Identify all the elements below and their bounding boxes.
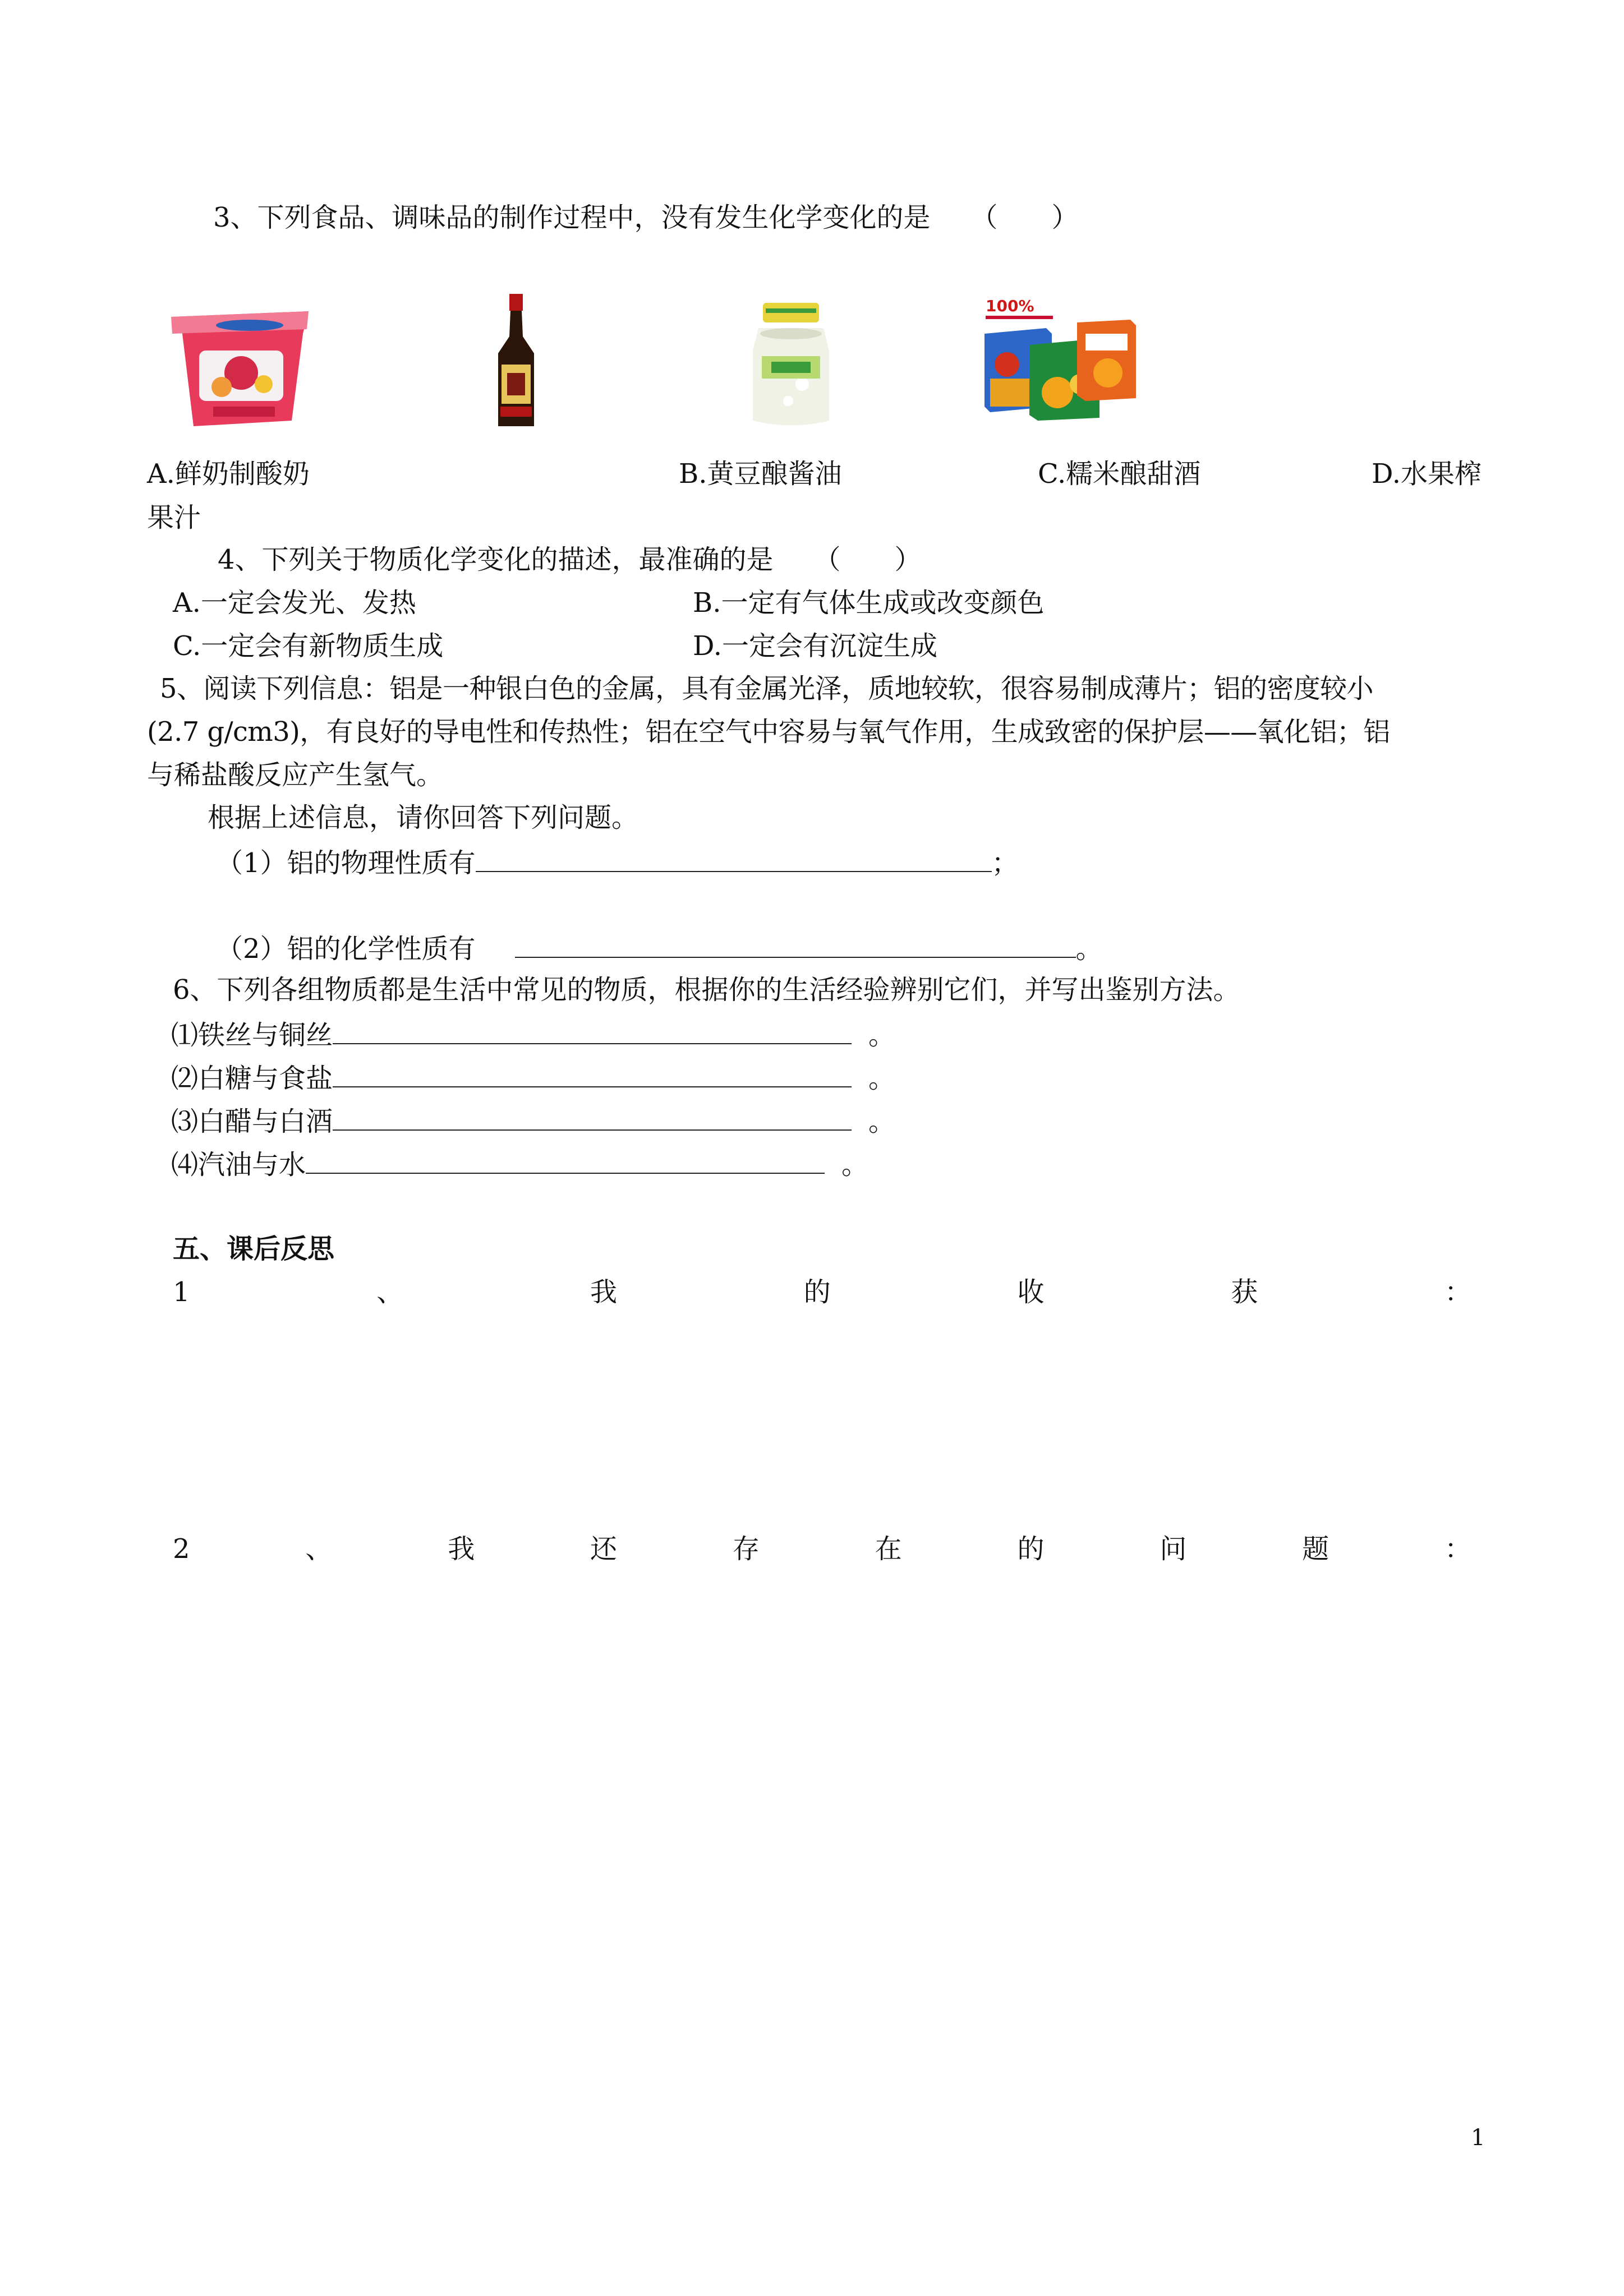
q6-item-4-label: ⑷汽油与水 — [171, 1149, 306, 1181]
q6-item-2-answer-blank[interactable] — [333, 1059, 852, 1087]
rice-wine-jar-image — [746, 300, 836, 432]
reflection-2-char: 、 — [305, 1533, 333, 1565]
q5-sub1-label: （1）铝的物理性质有 — [216, 847, 476, 879]
reflection-1-char: 、 — [376, 1276, 404, 1308]
question-3: 3、下列食品、调味品的制作过程中，没有发生化学变化的是 （ ） — [213, 202, 1079, 233]
yogurt-cup-image — [160, 300, 320, 432]
option-3c: C.糯米酿甜酒 — [1038, 458, 1201, 490]
reflection-1-char: ： — [1444, 1276, 1471, 1308]
reflection-2-char: 在 — [875, 1533, 902, 1565]
q6-item-1-answer-blank[interactable] — [333, 1016, 852, 1044]
option-4a: A.一定会发光、发热 — [173, 587, 416, 619]
q6-item-4-answer-blank[interactable] — [306, 1146, 825, 1174]
q6-item-3-label: ⑶白醋与白酒 — [171, 1106, 333, 1137]
option-3b: B.黄豆酿酱油 — [679, 458, 842, 490]
reflection-line-2 — [173, 1532, 1471, 1566]
question-4: 4、下列关于物质化学变化的描述，最准确的是 （ ） — [218, 544, 922, 575]
option-4c: C.一定会有新物质生成 — [173, 630, 444, 662]
q6-item-2-end: 。 — [868, 1063, 896, 1094]
reflection-2-char: 的 — [1017, 1533, 1045, 1565]
juice-box-image — [979, 294, 1139, 421]
reflection-2-char: 存 — [732, 1533, 760, 1565]
q5-sub1-answer-blank[interactable] — [476, 844, 992, 872]
q5-prompt: 根据上述信息，请你回答下列问题。 — [208, 802, 639, 833]
soy-sauce-bottle-image — [488, 292, 544, 429]
page-number: 1 — [1471, 2125, 1485, 2151]
reflection-2-char: ： — [1444, 1533, 1471, 1565]
q6-item-1 — [171, 1016, 895, 1052]
reflection-1-char: 1 — [173, 1276, 190, 1308]
q6-item-2-label: ⑵白糖与食盐 — [171, 1063, 333, 1094]
reflection-1-char: 收 — [1017, 1276, 1045, 1308]
reflection-2-char: 问 — [1160, 1533, 1187, 1565]
option-4b: B.一定有气体生成或改变颜色 — [693, 587, 1045, 619]
q5-sub2 — [216, 930, 1103, 966]
question-6: 6、下列各组物质都是生活中常见的物质，根据你的生活经验辨别它们，并写出鉴别方法。 — [173, 974, 1240, 1006]
q6-item-4-end: 。 — [841, 1149, 869, 1181]
reflection-1-char: 的 — [803, 1276, 831, 1308]
q5-sub1 — [216, 844, 1019, 880]
q5-sub1-end: ； — [991, 847, 1019, 879]
q6-item-4 — [171, 1146, 868, 1182]
reflection-2-char: 我 — [448, 1533, 475, 1565]
reflection-2-char: 2 — [173, 1533, 190, 1565]
reflection-1-char: 获 — [1231, 1276, 1258, 1308]
option-3a: A.鲜奶制酸奶 — [147, 458, 310, 490]
q5-line-1: 5、阅读下列信息：铝是一种银白色的金属，具有金属光泽，质地较软，很容易制成薄片；铝的密度较小 — [160, 673, 1373, 704]
q6-item-2 — [171, 1059, 895, 1095]
q6-item-3-answer-blank[interactable] — [333, 1103, 852, 1131]
q6-item-3 — [171, 1103, 895, 1138]
q6-item-3-end: 。 — [868, 1106, 896, 1137]
juice-box-text: 100% — [986, 297, 1034, 315]
q5-sub2-label: （2）铝的化学性质有 — [216, 933, 476, 965]
q5-sub2-end: 。 — [1075, 933, 1103, 965]
q6-item-1-end: 。 — [868, 1020, 896, 1051]
q6-item-1-label: ⑴铁丝与铜丝 — [171, 1020, 333, 1051]
reflection-1-char: 我 — [590, 1276, 618, 1308]
option-3d: D.水果榨 — [1372, 458, 1482, 490]
q5-sub2-answer-blank[interactable] — [515, 930, 1076, 958]
q5-line-3: 与稀盐酸反应产生氢气。 — [147, 759, 444, 791]
section-5-heading: 五、课后反思 — [173, 1233, 335, 1265]
reflection-2-char: 题 — [1302, 1533, 1329, 1565]
q5-line-2: (2.7 g/cm3)，有良好的导电性和传热性；铝在空气中容易与氧气作用，生成致密的保护层——氧化铝；铝 — [147, 716, 1390, 748]
reflection-line-1 — [173, 1275, 1471, 1309]
option-3d-wrap: 果汁 — [147, 502, 201, 533]
reflection-2-char: 还 — [590, 1533, 618, 1565]
option-4d: D.一定会有沉淀生成 — [693, 630, 938, 662]
